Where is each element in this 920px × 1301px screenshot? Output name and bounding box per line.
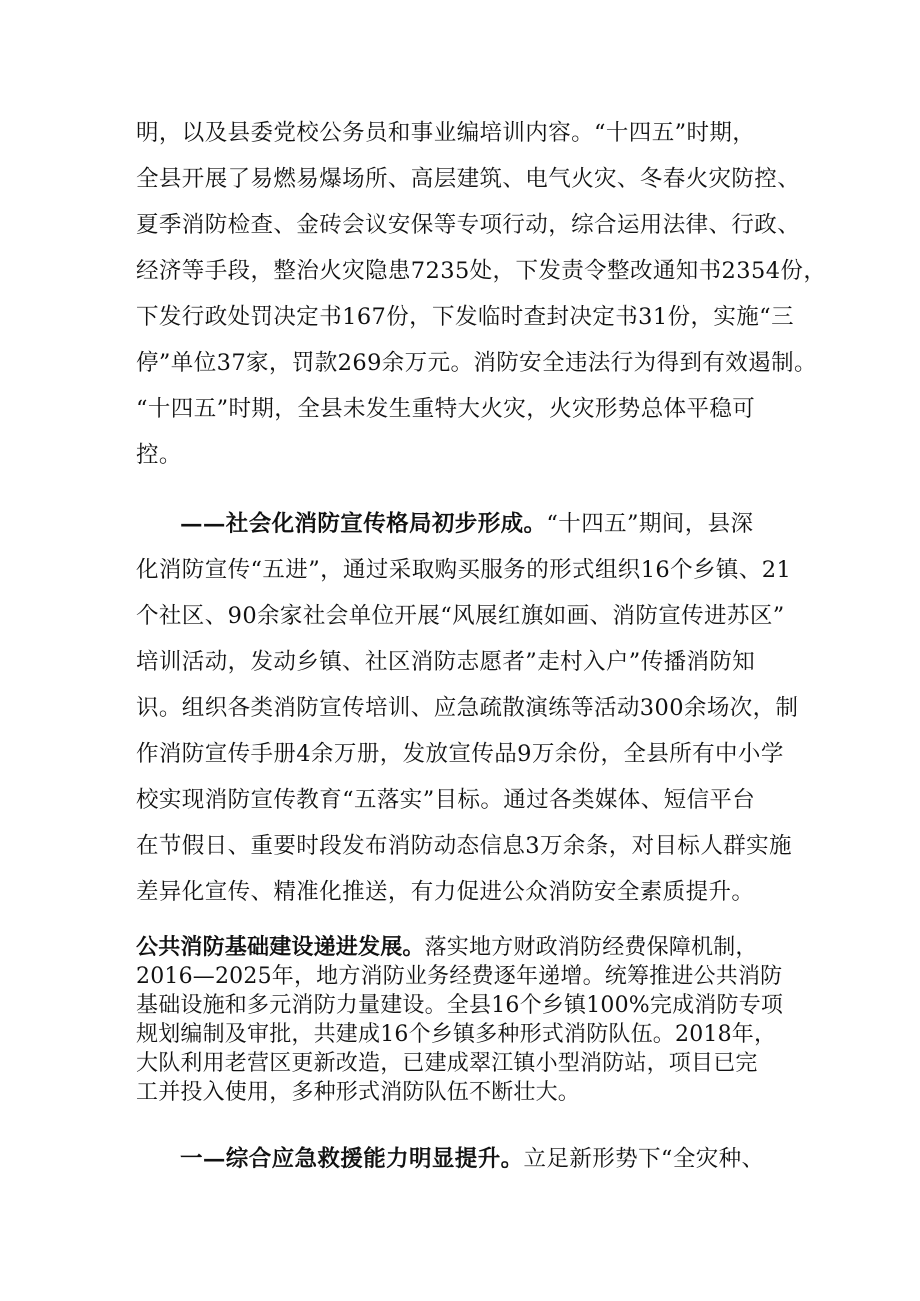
text-line: 个社区、90余家社会单位开展“风展红旗如画、消防宣传进苏区” — [136, 603, 785, 629]
text-line: 在节假日、重要时段发布消防动态信息3万余条，对目标人群实施 — [136, 833, 792, 859]
text-line: 规划编制及审批，共建成16个乡镇多种形式消防队伍。2018年， — [136, 1022, 777, 1047]
text-line: 大队利用老营区更新改造，已建成翠江镇小型消防站，项目已完 — [136, 1051, 758, 1076]
paragraph-fire-publicity — [136, 501, 799, 915]
text-line: 识。组织各类消防宣传培训、应急疏散演练等活动300余场次，制 — [136, 695, 799, 721]
section-heading: 公共消防基础建设递进发展。 — [136, 934, 425, 960]
text-line: 2016—2025年，地方消防业务经费逐年递增。统筹推进公共消防 — [136, 964, 783, 989]
text-line: 停”单位37家，罚款269余万元。消防安全违法行为得到有效遏制。 — [136, 350, 817, 376]
text-run: 立足新形势下“全灾种、 — [523, 1146, 765, 1172]
paragraph-first-line — [136, 501, 796, 547]
text-line: 明，以及县委党校公务员和事业编培训内容。“十四五”时期， — [136, 120, 756, 146]
section-heading: ——社会化消防宣传格局初步形成。 — [180, 511, 547, 537]
paragraph-emergency-rescue — [136, 1136, 796, 1182]
text-line: 控。 — [136, 442, 182, 468]
section-heading: 一—综合应急救援能力明显提升。 — [180, 1146, 524, 1172]
text-line: 下发行政处罚决定书167份，下发临时查封决定书31份，实施“三 — [136, 304, 794, 330]
text-line: 化消防宣传“五进”，通过采取购买服务的形式组织16个乡镇、21 — [136, 557, 792, 583]
text-line: 校实现消防宣传教育“五落实”目标。通过各类媒体、短信平台 — [136, 787, 756, 813]
text-line: 经济等手段，整治火灾隐患7235处，下发责令整改通知书2354份， — [136, 258, 827, 284]
paragraph-first-line — [136, 1136, 796, 1182]
text-run: 落实地方财政消防经费保障机制， — [424, 935, 758, 960]
text-line: 工并投入使用，多种形式消防队伍不断壮大。 — [136, 1080, 581, 1105]
paragraph-law-enforcement — [136, 110, 827, 478]
text-line: 差异化宣传、精准化推送，有力促进公众消防安全素质提升。 — [136, 879, 755, 905]
text-line: “十四五”时期，全县未发生重特大火灾，火灾形势总体平稳可 — [136, 396, 756, 422]
text-line: 全县开展了易燃易爆场所、高层建筑、电气火灾、冬春火灾防控、 — [136, 166, 801, 192]
text-line: 培训活动，发动乡镇、社区消防志愿者”走村入户”传播消防知 — [136, 649, 756, 675]
text-line: 作消防宣传手册4余万册，发放宣传品9万余份，全县所有中小学 — [136, 741, 784, 767]
paragraph-infrastructure — [136, 933, 796, 1107]
paragraph-first-line — [136, 933, 796, 962]
text-line: 基础设施和多元消防力量建设。全县16个乡镇100%完成消防专项 — [136, 993, 784, 1018]
text-run: “十四五”期间，县深 — [546, 511, 754, 537]
text-line: 夏季消防检查、金砖会议安保等专项行动，综合运用法律、行政、 — [136, 212, 801, 238]
